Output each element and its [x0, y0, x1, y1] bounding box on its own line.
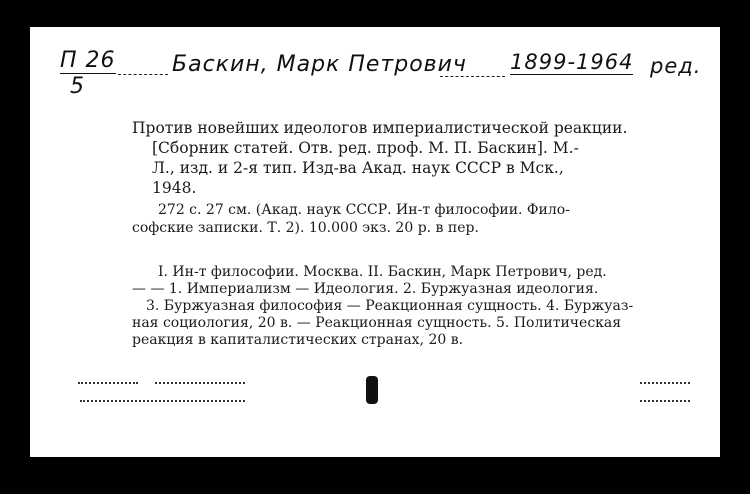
call-number: П 26 — [60, 48, 116, 73]
tracing-line-2: — — 1. Империализм — Идеология. 2. Буржуазная идеология. — [132, 281, 599, 297]
title-line-2: [Сборник статей. Отв. ред. проф. М. П. Баскин]. М.- — [152, 139, 579, 157]
scan-border-left — [0, 0, 30, 494]
title-line-3: Л., изд. и 2-я тип. Изд-ва Акад. наук СССР в Мск., — [152, 159, 564, 177]
author-role: ред. — [650, 54, 702, 78]
title-line-1: Против новейших идеологов империалистической реакции. — [132, 119, 628, 137]
scan-artifact — [78, 382, 138, 384]
author-years: 1899-1964 — [510, 50, 634, 74]
scan-border-bottom — [0, 458, 750, 494]
scan-artifact — [640, 400, 690, 402]
collation-line-1: 272 с. 27 см. (Акад. наук СССР. Ин-т философии. Фило- — [158, 202, 570, 218]
scan-artifact — [366, 376, 378, 404]
tracing-line-4: ная социология, 20 в. — Реакционная сущность. 5. Политическая — [132, 315, 622, 331]
title-line-4: 1948. — [152, 179, 197, 197]
dashed-line — [440, 76, 505, 77]
dashed-line — [118, 74, 168, 75]
tracing-line-5: реакция в капиталистических странах, 20 в. — [132, 332, 464, 348]
scan-artifact — [155, 382, 245, 384]
author-heading: Баскин, Марк Петрович — [172, 52, 467, 77]
scan-artifact — [640, 382, 690, 384]
scan-artifact — [80, 400, 245, 402]
tracing-line-3: 3. Буржуазная философия — Реакционная сущность. 4. Буржуаз- — [146, 298, 634, 314]
collation-line-2: софские записки. Т. 2). 10.000 экз. 20 р. в пер. — [132, 220, 479, 236]
tracing-line-1: I. Ин-т философии. Москва. II. Баскин, Марк Петрович, ред. — [158, 264, 607, 280]
call-number-sub: 5 — [70, 74, 85, 99]
